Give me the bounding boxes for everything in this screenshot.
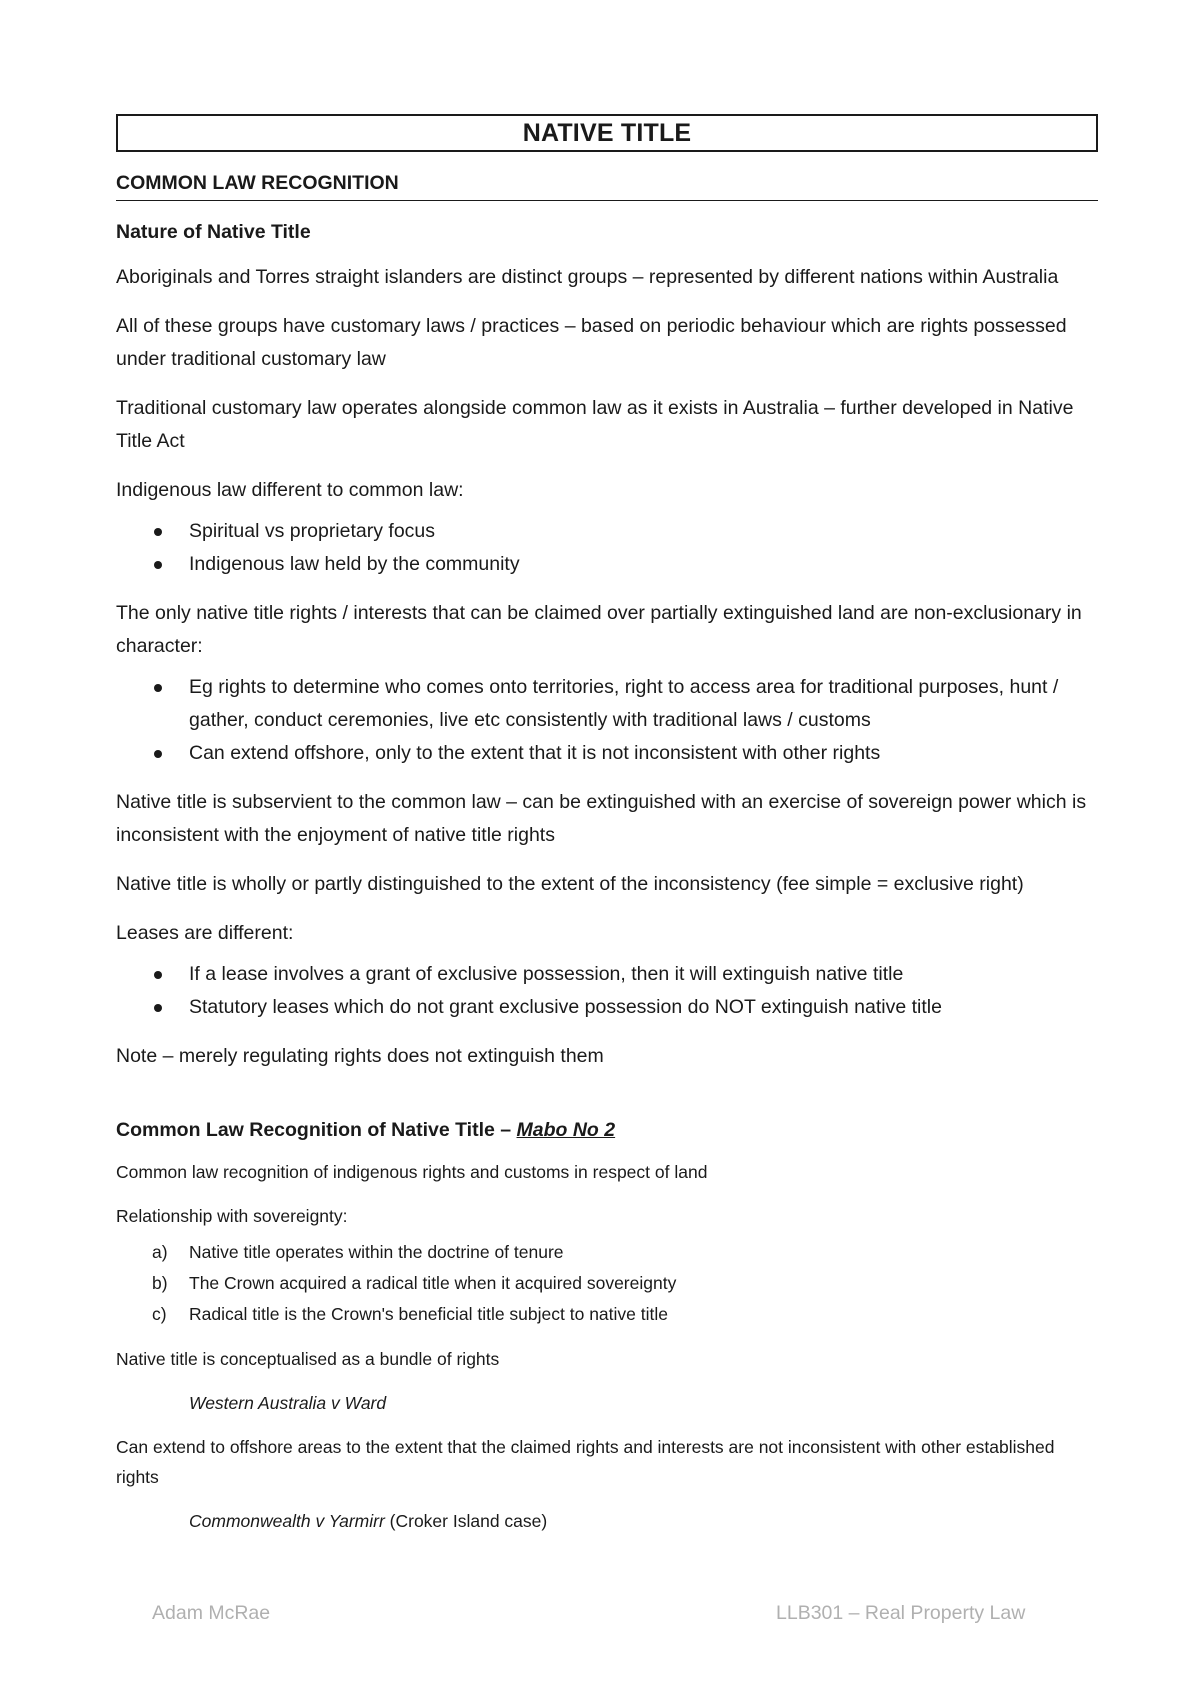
bullet-icon: [154, 971, 162, 979]
paragraph: Note – merely regulating rights does not extinguish them: [116, 1045, 604, 1067]
paragraph: The only native title rights / interests that can be claimed over partially extinguished land are non-exclusionary in character:: [116, 602, 1082, 657]
list-item-text: Native title operates within the doctrine of tenure: [189, 1242, 564, 1262]
list-item: [116, 548, 1098, 581]
list-item-text: Eg rights to determine who comes onto territories, right to access area for traditional purposes, hunt / gather, conduct ceremonies, live etc consistently with traditional laws / customs: [189, 676, 1059, 731]
case-reference: [189, 1506, 1098, 1536]
lettered-list: [116, 1237, 1098, 1330]
list-item: [116, 737, 1098, 770]
footer-author: Adam McRae: [152, 1602, 271, 1624]
nature-heading: Nature of Native Title: [116, 221, 311, 243]
document-title: NATIVE TITLE: [116, 114, 1098, 152]
list-item: [116, 1237, 1098, 1268]
list-marker: c): [152, 1304, 167, 1324]
paragraph: Native title is conceptualised as a bundle of rights: [116, 1349, 500, 1369]
mabo-case-name: Mabo No 2: [516, 1119, 616, 1141]
mabo-heading-prefix: Common Law Recognition of Native Title –: [116, 1119, 517, 1141]
paragraph: Relationship with sovereignty:: [116, 1206, 348, 1226]
list-marker: b): [152, 1273, 168, 1293]
paragraph: Native title is subservient to the common law – can be extinguished with an exercise of sovereign power which is inconsistent with the enjoyment of native title rights: [116, 791, 1087, 846]
list-item-text: Radical title is the Crown's beneficial title subject to native title: [189, 1304, 668, 1324]
case-reference: [189, 1388, 1098, 1418]
spacer: [116, 1073, 1098, 1117]
list-item-text: Can extend offshore, only to the extent that it is not inconsistent with other rights: [189, 742, 881, 764]
bullet-icon: [154, 1004, 162, 1012]
list-item: [116, 991, 1098, 1024]
mabo-heading: [116, 1117, 1098, 1143]
list-item-text: If a lease involves a grant of exclusive possession, then it will extinguish native title: [189, 963, 904, 985]
list-item-text: Spiritual vs proprietary focus: [189, 520, 436, 542]
paragraph: Indigenous law different to common law:: [116, 479, 464, 501]
bullet-list: [116, 515, 1098, 581]
list-item-text: Statutory leases which do not grant exclusive possession do NOT extinguish native title: [189, 996, 942, 1018]
case-name: Western Australia v Ward: [189, 1393, 387, 1413]
bullet-icon: [154, 528, 162, 536]
bullet-icon: [154, 684, 162, 692]
list-item: [116, 958, 1098, 991]
bullet-icon: [154, 561, 162, 569]
list-item-text: The Crown acquired a radical title when it acquired sovereignty: [189, 1273, 677, 1293]
case-note: (Croker Island case): [384, 1511, 548, 1531]
paragraph: Can extend to offshore areas to the extent that the claimed rights and interests are not inconsistent with other established rights: [116, 1437, 1055, 1487]
footer-course: LLB301 – Real Property Law: [776, 1602, 1026, 1624]
bullet-icon: [154, 750, 162, 758]
paragraph: Native title is wholly or partly distinguished to the extent of the inconsistency (fee simple = exclusive right): [116, 873, 1024, 895]
list-item: [116, 1268, 1098, 1299]
paragraph: Common law recognition of indigenous rights and customs in respect of land: [116, 1162, 708, 1182]
list-item: [116, 1299, 1098, 1330]
list-item: [116, 515, 1098, 548]
paragraph: Leases are different:: [116, 922, 294, 944]
paragraph: Aboriginals and Torres straight islanders are distinct groups – represented by different nations within Australia: [116, 266, 1059, 288]
case-name: Commonwealth v Yarmirr: [189, 1511, 385, 1531]
paragraph: All of these groups have customary laws / practices – based on periodic behaviour which are rights possessed under traditional customary law: [116, 315, 1067, 370]
paragraph: Traditional customary law operates alongside common law as it exists in Australia – further developed in Native Title Act: [116, 397, 1074, 452]
section-heading: COMMON LAW RECOGNITION: [116, 172, 1098, 201]
list-item: [116, 671, 1098, 737]
list-marker: a): [152, 1242, 168, 1262]
bullet-list: [116, 958, 1098, 1024]
page-content: [116, 114, 1098, 1536]
list-item-text: Indigenous law held by the community: [189, 553, 520, 575]
bullet-list: [116, 671, 1098, 770]
